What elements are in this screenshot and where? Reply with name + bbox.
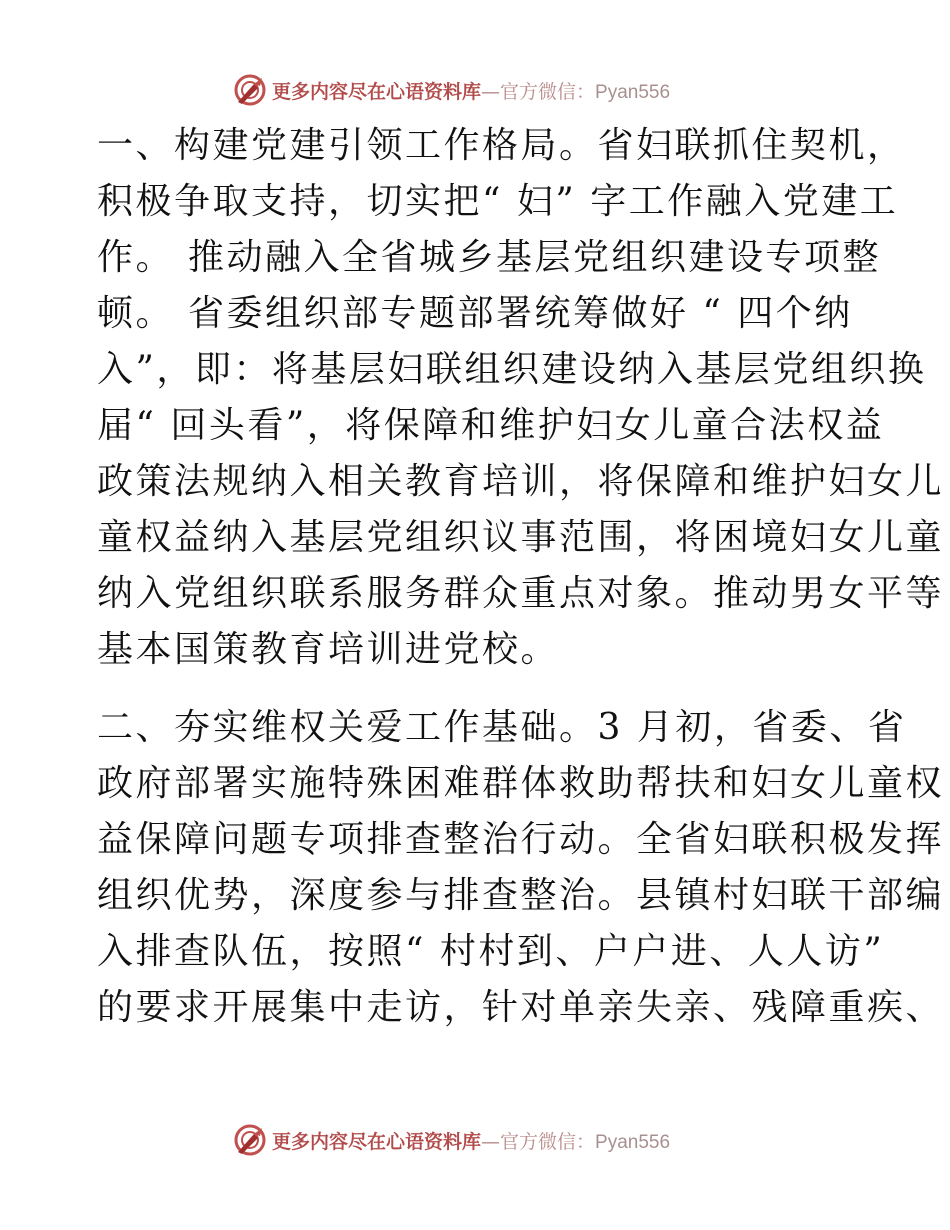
text-line: 届“ 回头看”，将保障和维护妇女儿童合法权益 xyxy=(97,405,885,446)
text-line: 入排查队伍，按照“ 村村到、户户进、人人访” xyxy=(97,931,885,972)
text-line: 政府部署实施特殊困难群体救助帮扶和妇女儿童权 xyxy=(97,763,945,804)
banner-wechat-id: Pyan556 xyxy=(595,1132,671,1153)
text-line: 积极争取支持，切实把“ 妇” 字工作融入党建工 xyxy=(97,181,899,222)
text-line: 益保障问题专项排查整治行动。全省妇联积极发挥 xyxy=(97,819,945,860)
text-line: 基本国策教育培训进党校。 xyxy=(97,629,560,670)
banner-site-text: 更多内容尽在心语资料库 xyxy=(272,81,482,103)
logo-icon xyxy=(232,1122,268,1158)
banner-separator: — xyxy=(481,81,501,103)
text-line: 童权益纳入基层党组织议事范围，将困境妇女儿童 xyxy=(97,517,945,558)
text-line: 一、构建党建引领工作格局。省妇联抓住契机， xyxy=(97,125,906,166)
text-line: 组织优势，深度参与排查整治。县镇村妇联干部编 xyxy=(97,875,945,916)
banner-separator: — xyxy=(481,1131,501,1153)
text-line: 政策法规纳入相关教育培训，将保障和维护妇女儿 xyxy=(97,461,945,502)
banner-wechat-label: 官方微信： xyxy=(500,1131,596,1153)
banner-wechat-label: 官方微信： xyxy=(500,81,596,103)
paragraph-2 xyxy=(97,700,945,1036)
text-line: 二、夯实维权关爱工作基础。3 月初，省委、省 xyxy=(97,707,907,748)
text-line: 作。 推动融入全省城乡基层党组织建设专项整 xyxy=(97,237,881,278)
text-line: 的要求开展集中走访，针对单亲失亲、残障重疾、 xyxy=(97,987,945,1028)
document-body xyxy=(97,118,945,1058)
banner-text xyxy=(272,1127,670,1154)
paragraph-1 xyxy=(97,118,945,678)
header-banner xyxy=(0,70,950,110)
text-line: 顿。 省委组织部专题部署统筹做好 “ 四个纳 xyxy=(97,293,853,334)
banner-text xyxy=(272,77,670,104)
logo-icon xyxy=(232,72,268,108)
banner-site-text: 更多内容尽在心语资料库 xyxy=(272,1131,482,1153)
banner-wechat-id: Pyan556 xyxy=(595,82,671,103)
text-line: 纳入党组织联系服务群众重点对象。推动男女平等 xyxy=(97,573,945,614)
footer-banner xyxy=(0,1120,950,1160)
text-line: 入”，即：将基层妇联组织建设纳入基层党组织换 xyxy=(97,349,927,390)
